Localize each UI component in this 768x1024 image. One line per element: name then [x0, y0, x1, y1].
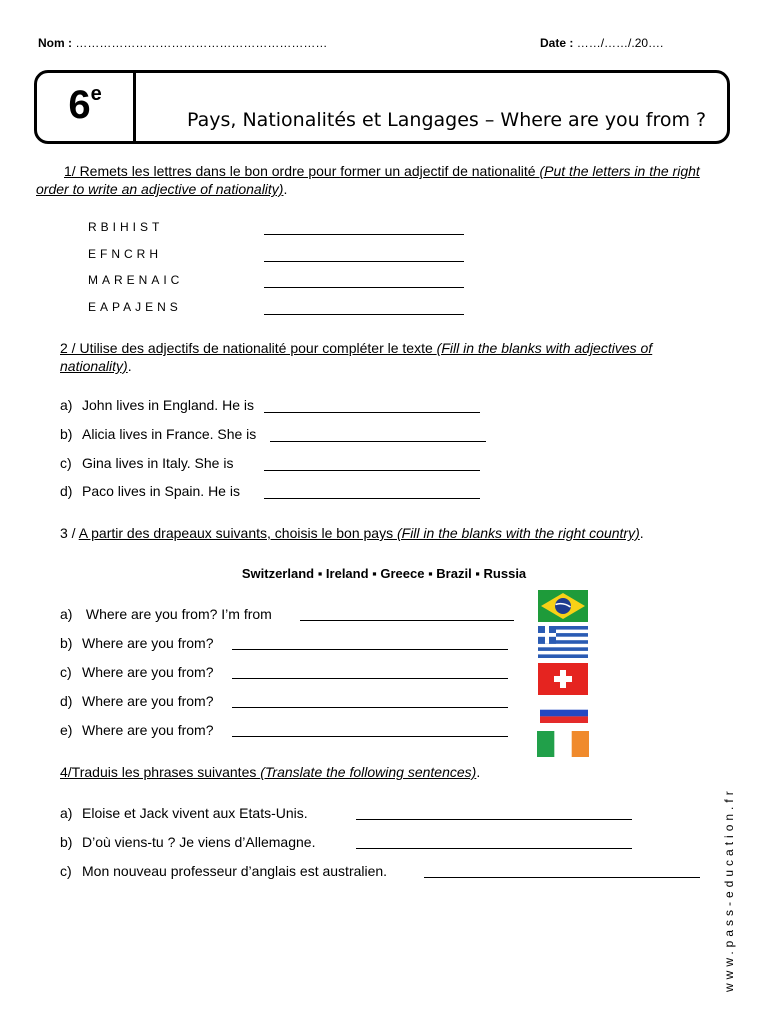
answer-blank[interactable]	[356, 834, 632, 849]
answer-blank[interactable]	[264, 273, 464, 288]
answer-blank[interactable]	[264, 456, 480, 471]
scrambled-word: EFNCRH	[88, 247, 162, 261]
country-list: Switzerland ▪ Ireland ▪ Greece ▪ Brazil ▪ Russia	[241, 566, 527, 581]
greece-flag	[538, 626, 588, 658]
ex3-item: e) Where are you from?	[60, 722, 214, 738]
answer-blank[interactable]	[264, 220, 464, 235]
name-label: Nom :	[38, 36, 76, 50]
answer-blank[interactable]	[270, 427, 486, 442]
ex3-item: b) Where are you from?	[60, 635, 214, 651]
ex2-item: a) John lives in England. He is	[60, 397, 254, 413]
scrambled-word: EAPAJENS	[88, 300, 182, 314]
answer-blank[interactable]	[264, 398, 480, 413]
ex2-item: d) Paco lives in Spain. He is	[60, 483, 240, 499]
ex4-instruction: 4/Traduis les phrases suivantes (Translate the following sentences).	[60, 764, 481, 780]
scrambled-word: RBIHIST	[88, 220, 164, 234]
ex4-item: c) Mon nouveau professeur d’anglais est australien.	[60, 863, 388, 879]
answer-blank[interactable]	[356, 805, 632, 820]
brazil-flag	[538, 590, 588, 622]
title-en: Where are you from ?	[500, 109, 707, 131]
grade-level: 6e	[68, 82, 102, 127]
answer-blank[interactable]	[424, 863, 700, 878]
watermark: www.pass-education.fr	[722, 787, 736, 992]
switzerland-flag	[538, 663, 588, 695]
answer-blank[interactable]	[232, 722, 508, 737]
ex3-item: d) Where are you from?	[60, 693, 214, 709]
ex2-instruction: 2 / Utilise des adjectifs de nationalité pour compléter le texte (Fill in the blanks with adjectives of nationality).	[60, 340, 653, 374]
ex3-item: c) Where are you from?	[60, 664, 214, 680]
ex4-item: b) D’où viens-tu ? Je viens d’Allemagne.	[60, 834, 316, 850]
russia-flag	[540, 703, 588, 723]
date-dots: ……/……/.20….	[576, 36, 664, 50]
title-fr: Pays, Nationalités et Langages	[187, 109, 479, 131]
answer-blank[interactable]	[232, 693, 508, 708]
answer-blank[interactable]	[300, 606, 514, 621]
ex4-item: a) Eloise et Jack vivent aux Etats-Unis.	[60, 805, 308, 821]
title-box	[34, 70, 730, 144]
date-label: Date :	[540, 36, 577, 50]
title-divider	[133, 73, 136, 141]
ex3-instruction: 3 / A partir des drapeaux suivants, choisis le bon pays (Fill in the blanks with the right country).	[60, 525, 644, 541]
answer-blank[interactable]	[232, 664, 508, 679]
answer-blank[interactable]	[264, 300, 464, 315]
ex2-item: c) Gina lives in Italy. She is	[60, 455, 234, 471]
answer-blank[interactable]	[264, 247, 464, 262]
scrambled-word: MARENAIC	[88, 273, 184, 287]
date-field	[540, 36, 663, 50]
ex1-instruction: 1/ Remets les lettres dans le bon ordre pour former un adjectif de nationalité (Put the letters in the right order to write an adjective of nationality).	[36, 163, 700, 197]
ex2-item: b) Alicia lives in France. She is	[60, 426, 257, 442]
page-title: Pays, Nationalités et Langages – Where are you from ?	[187, 109, 707, 131]
ex3-item: a) Where are you from? I’m from	[60, 606, 272, 622]
answer-blank[interactable]	[232, 635, 508, 650]
name-field	[38, 36, 327, 50]
answer-blank[interactable]	[264, 484, 480, 499]
ireland-flag	[537, 731, 589, 757]
name-dots: ………………………………………………………	[75, 36, 328, 50]
